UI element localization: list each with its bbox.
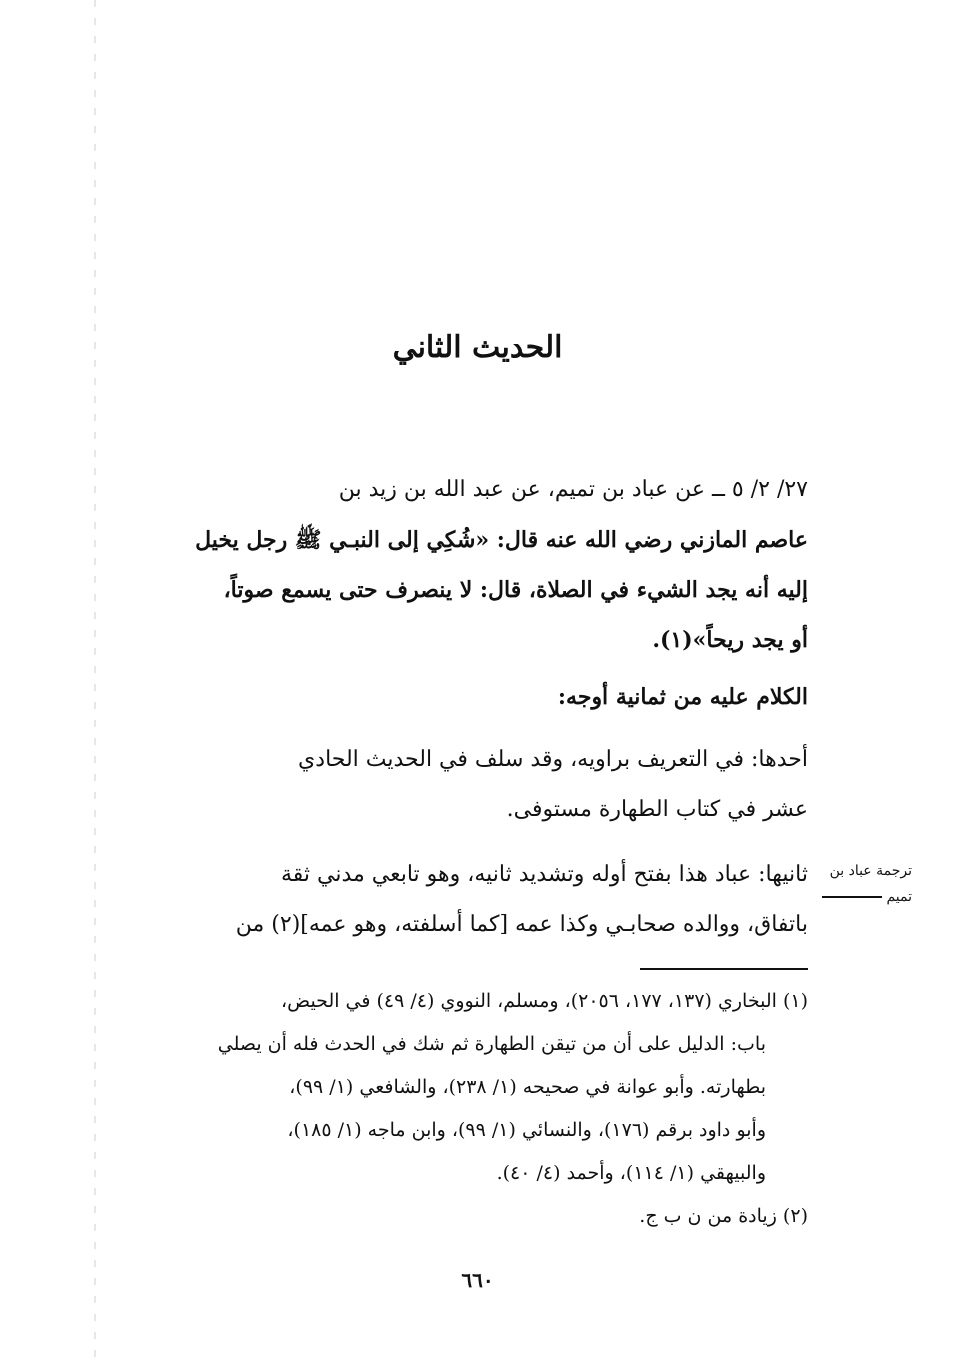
- margin-note-word: تميم: [886, 889, 912, 905]
- hadith-line: أو يجد ريحاً»(١).: [652, 627, 808, 653]
- hadith-text: [138, 465, 808, 665]
- first-aspect: [138, 735, 808, 835]
- hadith-line: إليه أنه يجد الشيء في الصلاة، قال: لا ينصرف حتى يسمع صوتاً،: [223, 577, 808, 603]
- footnote-line: باب: الدليل على أن من تيقن الطهارة ثم شك في الحدث فله أن يصلي: [217, 1033, 766, 1055]
- margin-note-rule: [822, 896, 882, 898]
- second-aspect-line: ثانيها: عباد هذا بفتح أوله وتشديد ثانيه، وهو تابعي مدني ثقة: [280, 862, 808, 887]
- page-number: ٦٦٠: [461, 1268, 494, 1292]
- footnote-separator: [640, 968, 808, 970]
- second-aspect: [138, 850, 808, 950]
- hadith-line: ٢٧/ ٢/ ٥ ــ عن عباد بن تميم، عن عبد الله بن زيد بن: [338, 477, 808, 502]
- hadith-line: عاصم المازني رضي الله عنه قال: «شُكِي إلى النبـي ﷺ رجل يخيل: [195, 527, 808, 553]
- footnote-line: والبيهقي (١/ ١١٤)، وأحمد (٤/ ٤٠).: [496, 1162, 766, 1184]
- footnote-line: وأبو داود برقم (١٧٦)، والنسائي (١/ ٩٩)، وابن ماجه (١/ ١٨٥)،: [287, 1119, 766, 1141]
- chapter-title: الحديث الثاني: [392, 330, 563, 365]
- scan-margin-dots: [94, 0, 96, 1366]
- footnote-line: بطهارته. وأبو عوانة في صحيحه (١/ ٢٣٨)، والشافعي (١/ ٩٩)،: [289, 1076, 766, 1098]
- footnote-line: (٢) زيادة من ن ب ج.: [639, 1205, 808, 1227]
- footnote-line: (١) البخاري (١٣٧، ١٧٧، ٢٠٥٦)، ومسلم، النووي (٤/ ٤٩) في الحيض،: [281, 990, 808, 1012]
- margin-note: [822, 858, 912, 910]
- intro-text: [138, 672, 808, 722]
- first-aspect-line: عشر في كتاب الطهارة مستوفى.: [506, 797, 808, 822]
- intro-line: الكلام عليه من ثمانية أوجه:: [557, 684, 808, 710]
- margin-note-line: [822, 884, 912, 910]
- second-aspect-line: باتفاق، ووالده صحابـي وكذا عمه [كما أسلفته، وهو عمه](٢) من: [235, 912, 808, 937]
- margin-note-line: ترجمة عباد بن: [829, 863, 912, 879]
- first-aspect-line: أحدها: في التعريف براويه، وقد سلف في الحديث الحادي: [298, 747, 808, 772]
- footnotes: [138, 980, 808, 1238]
